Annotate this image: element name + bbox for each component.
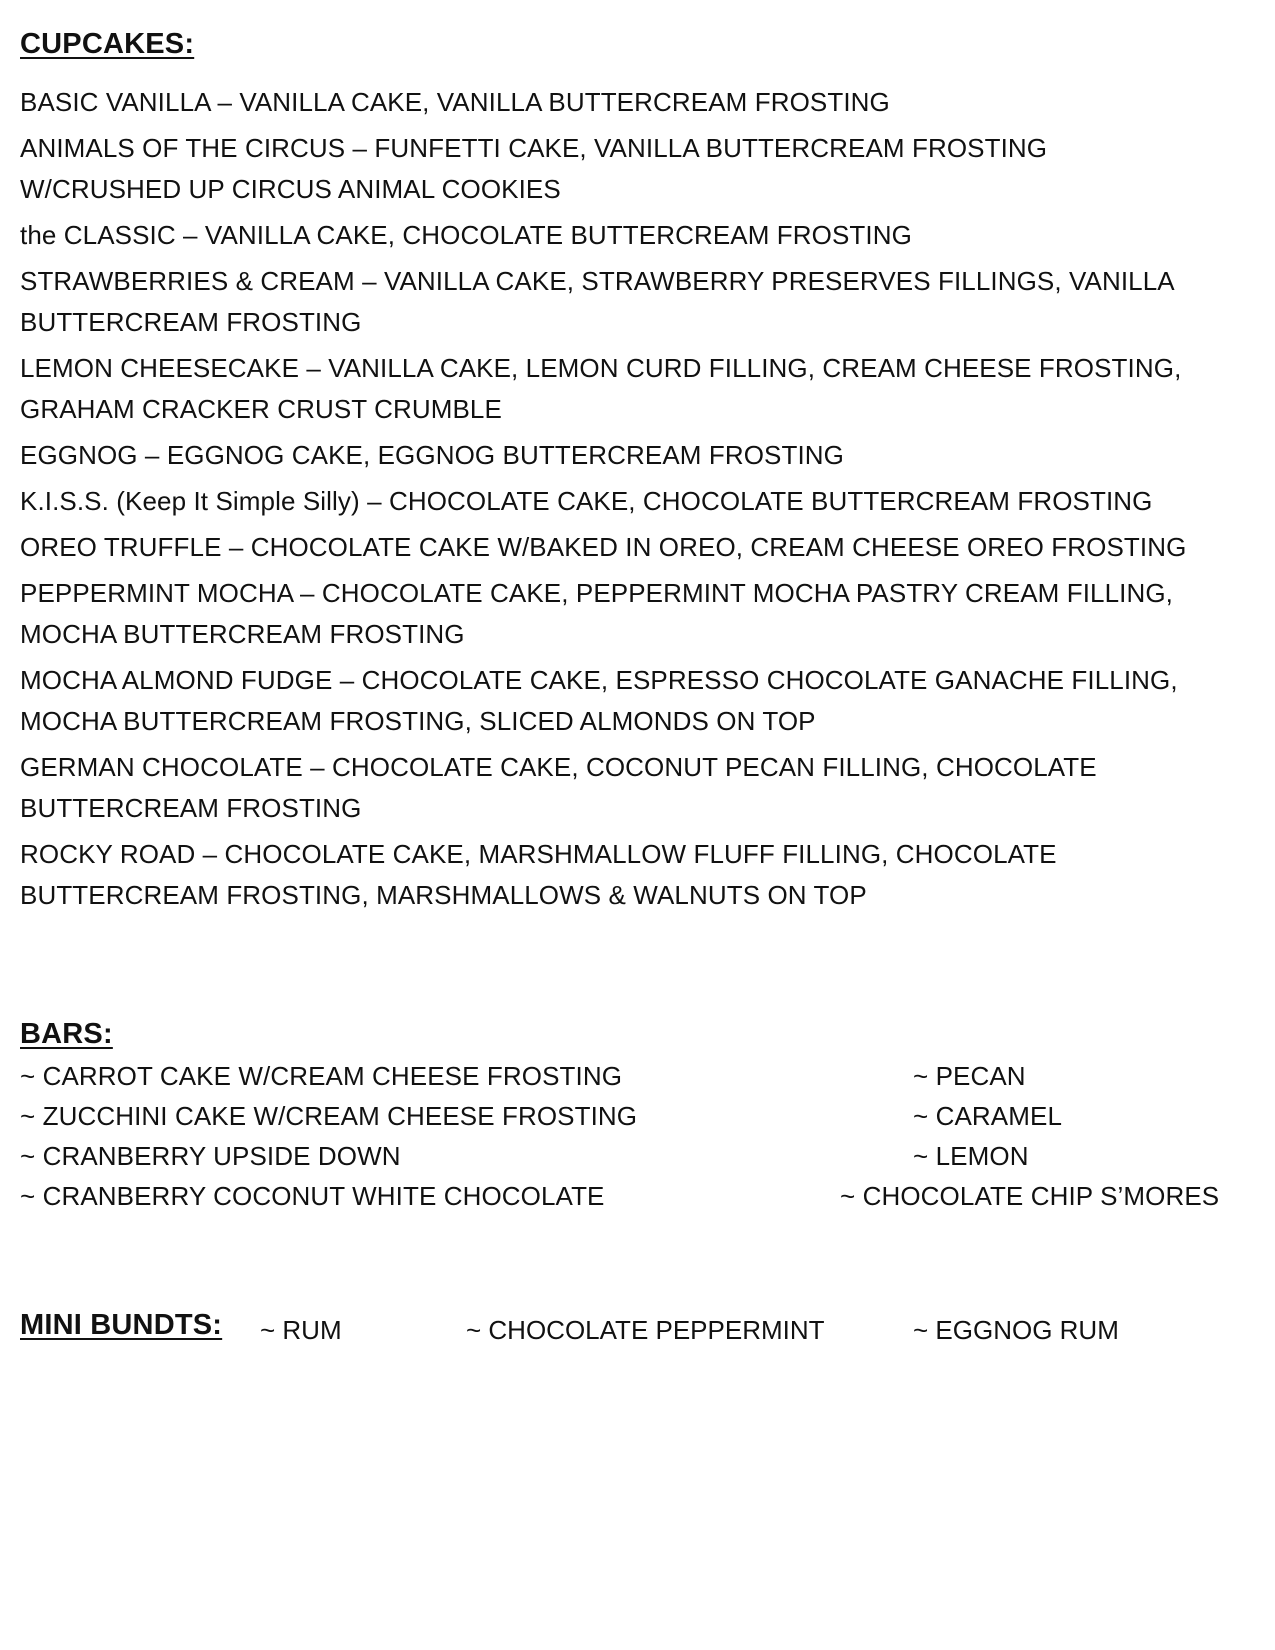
bars-heading: BARS: [20,1018,113,1050]
cupcake-line: STRAWBERRIES & CREAM – VANILLA CAKE, STRAWBERRY PRESERVES FILLINGS, VANILLA [20,266,1175,296]
bar-item: ~ ZUCCHINI CAKE W/CREAM CHEESE FROSTING [20,1101,638,1131]
bundt-item: ~ EGGNOG RUM [913,1315,1119,1345]
cupcake-line: W/CRUSHED UP CIRCUS ANIMAL COOKIES [20,174,561,204]
cupcake-line: K.I.S.S. (Keep It Simple Silly) – CHOCOLATE CAKE, CHOCOLATE BUTTERCREAM FROSTING [20,486,1153,516]
cupcake-item [20,660,1260,742]
cupcake-line: BUTTERCREAM FROSTING [20,793,362,823]
cupcake-line: GERMAN CHOCOLATE – CHOCOLATE CAKE, COCONUT PECAN FILLING, CHOCOLATE [20,752,1097,782]
bundt-item: ~ RUM [260,1315,342,1345]
cupcake-item [20,261,1260,343]
cupcake-item [20,82,1260,123]
cupcakes-heading: CUPCAKES: [20,28,195,60]
bundt-item: ~ CHOCOLATE PEPPERMINT [466,1315,825,1345]
cupcake-line: BUTTERCREAM FROSTING, MARSHMALLOWS & WALNUTS ON TOP [20,880,867,910]
bar-item: ~ CARAMEL [913,1101,1063,1131]
cupcake-line: MOCHA BUTTERCREAM FROSTING [20,619,465,649]
cupcake-line: BUTTERCREAM FROSTING [20,307,362,337]
bar-item: ~ PECAN [913,1061,1026,1091]
cupcake-line: LEMON CHEESECAKE – VANILLA CAKE, LEMON CURD FILLING, CREAM CHEESE FROSTING, [20,353,1182,383]
cupcake-item [20,527,1260,568]
cupcake-line: the CLASSIC – VANILLA CAKE, CHOCOLATE BUTTERCREAM FROSTING [20,220,912,250]
cupcake-item [20,834,1260,916]
cupcake-line: MOCHA BUTTERCREAM FROSTING, SLICED ALMONDS ON TOP [20,706,816,736]
bar-item: ~ LEMON [913,1141,1029,1171]
cupcake-line: ANIMALS OF THE CIRCUS – FUNFETTI CAKE, VANILLA BUTTERCREAM FROSTING [20,133,1048,163]
cupcake-line: ROCKY ROAD – CHOCOLATE CAKE, MARSHMALLOW FLUFF FILLING, CHOCOLATE [20,839,1057,869]
bar-item: ~ CARROT CAKE W/CREAM CHEESE FROSTING [20,1061,623,1091]
cupcake-line: EGGNOG – EGGNOG CAKE, EGGNOG BUTTERCREAM FROSTING [20,440,844,470]
cupcake-line: GRAHAM CRACKER CRUST CRUMBLE [20,394,502,424]
cupcake-line: BASIC VANILLA – VANILLA CAKE, VANILLA BUTTERCREAM FROSTING [20,87,890,117]
cupcake-item [20,481,1260,522]
cupcake-item [20,573,1260,655]
bar-item: ~ CRANBERRY UPSIDE DOWN [20,1141,401,1171]
mini-bundts-heading: MINI BUNDTS: [20,1309,223,1341]
cupcake-line: PEPPERMINT MOCHA – CHOCOLATE CAKE, PEPPERMINT MOCHA PASTRY CREAM FILLING, [20,578,1173,608]
cupcake-item [20,128,1260,210]
cupcake-item [20,435,1260,476]
bar-item: ~ CHOCOLATE CHIP S’MORES [840,1181,1220,1211]
cupcake-line: OREO TRUFFLE – CHOCOLATE CAKE W/BAKED IN OREO, CREAM CHEESE OREO FROSTING [20,532,1187,562]
bar-item: ~ CRANBERRY COCONUT WHITE CHOCOLATE [20,1181,605,1211]
cupcake-item [20,747,1260,829]
cupcake-line: MOCHA ALMOND FUDGE – CHOCOLATE CAKE, ESPRESSO CHOCOLATE GANACHE FILLING, [20,665,1178,695]
cupcake-item [20,348,1260,430]
cupcakes-list [20,82,1260,921]
cupcake-item [20,215,1260,256]
